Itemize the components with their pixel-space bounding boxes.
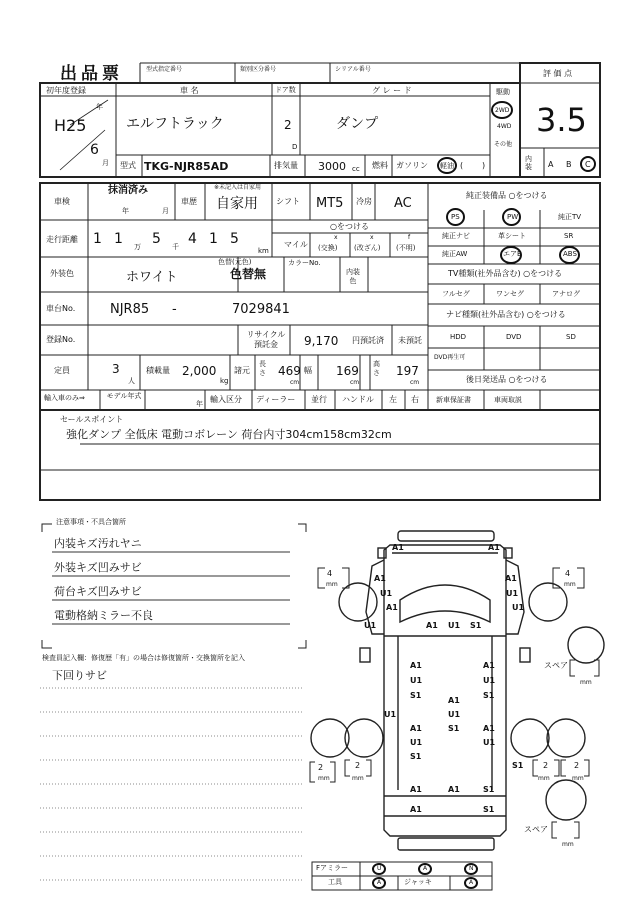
damage-mark: U1	[410, 738, 423, 747]
damage-mark: A1	[410, 785, 422, 794]
capacity-label: 定員	[54, 366, 70, 375]
damage-mark: A1	[426, 621, 438, 630]
drive-4wd: 4WD	[497, 123, 512, 130]
damage-mark: A1	[448, 696, 460, 705]
ac-value: AC	[394, 196, 412, 211]
note-item: 外装キズ凹みサビ	[54, 561, 142, 574]
load-value: 2,000	[182, 364, 217, 378]
damage-mark: A1	[448, 785, 460, 794]
import-class-label: 輸入区分	[210, 395, 242, 404]
damage-mark: A1	[410, 661, 422, 670]
model-year-label: モデル年式	[106, 392, 142, 400]
history-note: ※未記入は自家用	[214, 184, 262, 191]
doors-value: 2	[284, 118, 292, 132]
damage-mark: U1	[506, 589, 519, 598]
damage-mark: U1	[448, 621, 461, 630]
height-value: 197	[396, 364, 419, 378]
navi-sd: SD	[566, 333, 576, 341]
handle-label: ハンドル	[342, 395, 374, 404]
length-value: 469	[278, 364, 301, 378]
exchange-label: (交換)	[318, 244, 338, 252]
dims-label: 諸元	[234, 366, 250, 375]
jack-label: ジャッキ	[404, 878, 432, 886]
sales-point-label: セールスポイント	[60, 415, 124, 424]
damage-mark: S1	[483, 805, 495, 814]
tv-fullseg: フルセグ	[442, 290, 470, 298]
damage-mark: S1	[410, 752, 422, 761]
tire-fl-depth: 4	[327, 569, 333, 578]
damage-mark: U1	[384, 710, 397, 719]
evaluation-score: 3.5	[536, 101, 587, 139]
tv-type-title: TV種類(社外品含む) ○をつける	[448, 269, 563, 278]
import-label: 輸入車のみ⇒	[44, 394, 85, 402]
equip-pw-circle-icon	[502, 208, 521, 226]
equip-abs-circle-icon	[559, 246, 580, 264]
inspector-label: 検査員記入欄：修復歴「有」の場合は修復箇所・交換箇所を記入	[42, 654, 245, 662]
handle-right: 右	[411, 395, 419, 404]
width-cm: cm	[350, 379, 360, 386]
model-year-unit: 年	[196, 400, 203, 408]
width-value: 169	[336, 364, 359, 378]
tire-fr-mm: mm	[564, 581, 576, 588]
tire-rr-depth: 2	[543, 761, 549, 770]
chassis-number: 7029841	[232, 302, 290, 317]
equipment-title: 純正装備品 ○をつける	[466, 191, 548, 200]
model-value: TKG-NJR85AD	[144, 160, 229, 173]
chassis-dash: -	[172, 302, 177, 317]
mileage-label: 走行距離	[46, 235, 78, 244]
grade-value: ダンプ	[336, 116, 379, 132]
tamper-label: (改ざん)	[354, 244, 381, 252]
displacement-value: 3000	[318, 160, 346, 173]
damage-mark: S1	[410, 691, 422, 700]
kg-unit: kg	[220, 377, 229, 385]
spare-label-top: スペア	[544, 661, 568, 670]
car-name-label: 車 名	[180, 86, 199, 95]
damage-mark: A1	[488, 543, 500, 552]
damage-mark: S1	[512, 761, 524, 770]
mileage-digit-1: 1	[93, 231, 102, 247]
interior-color-label: 内装色	[346, 268, 360, 285]
color-value: ホワイト	[126, 270, 178, 285]
paren-open: (	[460, 161, 464, 170]
interior-c: C	[585, 160, 591, 169]
sales-point-text: 強化ダンプ 全低床 電動コボレーン 荷台内寸304cm158cm32cm	[66, 428, 392, 441]
damage-mark: U1	[448, 710, 461, 719]
mileage-digit-5: 1	[209, 231, 218, 247]
drive-other: その他	[494, 141, 513, 148]
damage-mark: U1	[512, 603, 525, 612]
mileage-digit-6: 5	[230, 231, 239, 247]
later-title: 後日発送品 ○をつける	[466, 375, 548, 384]
damage-mark: A1	[392, 543, 404, 552]
spare-bottom-mm: mm	[562, 841, 574, 848]
drive-2wd: 2WD	[495, 107, 510, 114]
fuel-diesel-circle-icon	[437, 157, 457, 174]
chassis-prefix: NJR85	[110, 302, 150, 317]
tools-label: 工具	[328, 878, 342, 886]
damage-mark: U1	[380, 589, 393, 598]
drive-2wd-circle-icon	[491, 101, 513, 119]
doors-unit: D	[292, 143, 298, 151]
grade-label: グ レ ー ド	[372, 86, 412, 95]
height-cm: cm	[410, 379, 420, 386]
tire-rl2-depth: 2	[355, 761, 361, 770]
first-reg-year: H25	[54, 116, 87, 135]
damage-mark: U1	[483, 738, 496, 747]
width-label: 幅	[304, 366, 312, 375]
inspection-value: 抹消済み	[108, 185, 148, 196]
navi-hdd: HDD	[450, 333, 467, 341]
handle-left: 左	[389, 395, 397, 404]
reg-no-label: 登録No.	[46, 335, 76, 344]
damage-mark: U1	[483, 676, 496, 685]
fuel-diesel: 軽油	[440, 162, 454, 170]
repaint-label: 色替(元色)	[218, 258, 252, 266]
mileage-digit-2: 1	[114, 231, 123, 247]
unknown-label: (不明)	[396, 244, 416, 252]
interior-a: A	[548, 160, 554, 169]
notes-label: 注意事項・不具合箇所	[56, 518, 126, 526]
displacement-label: 排気量	[274, 161, 298, 170]
damage-mark: S1	[483, 785, 495, 794]
navi-dvd: DVD	[506, 333, 522, 341]
equip-airbag: エアB	[503, 250, 522, 258]
interior-b: B	[566, 160, 572, 169]
year-unit: 年	[96, 103, 103, 111]
note-item: 内装キズ汚れヤニ	[54, 537, 142, 550]
tools-mark: A	[377, 879, 382, 886]
note-item: 電動格納ミラー不良	[54, 609, 153, 622]
man-unit: 万	[134, 243, 141, 251]
interior-c-circle-icon	[580, 156, 596, 172]
tire-fr-depth: 4	[565, 569, 571, 578]
doors-label: ドア数	[275, 86, 296, 94]
tire-rr2-mm: mm	[572, 775, 584, 782]
damage-mark: S1	[470, 621, 482, 630]
fuel-gasoline: ガソリン	[396, 161, 428, 170]
mark-f: f	[408, 234, 411, 241]
equip-airbag-circle-icon	[500, 246, 522, 264]
shift-value: MT5	[316, 196, 344, 211]
tv-analog: アナログ	[552, 290, 580, 298]
circle-note: ○をつける	[330, 222, 369, 231]
interior-label: 内装	[525, 155, 532, 171]
mirror-label: Fアミラー	[316, 864, 349, 872]
note-item: 荷台キズ凹みサビ	[54, 585, 142, 598]
recycle-unpaid: 未預託	[398, 336, 422, 345]
mirror-a: A	[423, 865, 428, 872]
later-manual: 車両取説	[494, 396, 522, 404]
damage-mark: S1	[483, 691, 495, 700]
color-label: 外装色	[50, 269, 74, 278]
spare-label-bottom: スペア	[524, 825, 548, 834]
damage-mark: S1	[448, 724, 460, 733]
damage-mark: U1	[410, 676, 423, 685]
history-label: 車歴	[181, 197, 197, 206]
capacity-unit: 人	[128, 377, 135, 385]
cc-unit: cc	[352, 165, 360, 173]
tire-fl-mm: mm	[326, 581, 338, 588]
equip-leather: 革シート	[498, 232, 526, 240]
recycle-paid: 円預託済	[352, 336, 384, 345]
height-label: 高さ	[373, 360, 380, 377]
damage-mark: A1	[410, 805, 422, 814]
equip-ps-circle-icon	[446, 208, 465, 226]
tire-rr2-depth: 2	[574, 761, 580, 770]
mile-label: マイル	[284, 240, 308, 249]
damage-mark: A1	[374, 574, 386, 583]
inspector-text: 下回りサビ	[52, 669, 107, 682]
mirror-n: N	[469, 865, 474, 872]
sen-unit: 千	[172, 243, 179, 251]
damage-mark: A1	[483, 724, 495, 733]
mark-x1: x	[334, 234, 338, 241]
damage-mark: A1	[483, 661, 495, 670]
recycle-amount: 9,170	[304, 334, 339, 348]
navi-dvd-play: DVD再生可	[434, 354, 466, 361]
inspection-month-unit: 月	[162, 207, 169, 215]
later-warranty: 新車保証書	[436, 396, 471, 404]
damage-mark: A1	[386, 603, 398, 612]
serial-number-label: シリアル番号	[335, 66, 371, 73]
damage-mark: A1	[410, 724, 422, 733]
model-cert-label: 型式指定番号	[146, 66, 183, 73]
equip-navi: 純正ナビ	[442, 232, 470, 240]
history-value: 自家用	[216, 196, 258, 212]
first-reg-label: 初年度登録	[46, 86, 86, 95]
tire-rl-mm: mm	[318, 775, 330, 782]
equip-abs: ABS	[563, 250, 577, 258]
mileage-digit-4: 4	[188, 231, 197, 247]
capacity-value: 3	[112, 362, 120, 376]
car-name: エルフトラック	[126, 116, 224, 132]
spare-top-mm: mm	[580, 679, 592, 686]
model-label: 型式	[120, 161, 136, 170]
damage-mark: A1	[505, 574, 517, 583]
form-title: 出品票	[60, 64, 123, 84]
tire-rr-mm: mm	[538, 775, 550, 782]
navi-type-title: ナビ種類(社外品含む) ○をつける	[446, 310, 566, 319]
fuel-label: 燃料	[372, 161, 388, 170]
inspection-year-unit: 年	[122, 207, 129, 215]
tire-rl-depth: 2	[318, 763, 324, 772]
chassis-label: 車台No.	[46, 304, 76, 313]
evaluation-label: 評 価 点	[543, 69, 573, 78]
repaint-value: 色替無	[230, 267, 267, 281]
mirror-u: U	[377, 865, 382, 872]
load-label: 積載量	[146, 366, 170, 375]
mileage-digit-3: 5	[152, 231, 161, 247]
color-no-label: カラーNo.	[288, 259, 321, 267]
tv-oneseg: ワンセグ	[496, 290, 524, 298]
equip-ps: PS	[451, 213, 460, 221]
inspection-label: 車検	[54, 197, 70, 206]
damage-mark: U1	[364, 621, 377, 630]
month-unit: 月	[102, 159, 109, 167]
tire-rl2-mm: mm	[352, 775, 364, 782]
ac-label: 冷房	[356, 197, 372, 206]
paren-close: )	[482, 161, 486, 170]
equip-pw: PW	[507, 213, 519, 221]
shift-label: シフト	[276, 197, 300, 206]
equip-aw: 純正AW	[442, 250, 468, 258]
drive-label: 駆動	[496, 88, 510, 96]
recycle-label: リサイクル預託金	[246, 330, 286, 349]
import-parallel: 並行	[311, 395, 327, 404]
length-cm: cm	[290, 379, 300, 386]
equip-sr: SR	[564, 232, 574, 240]
class-number-label: 類別区分番号	[240, 66, 277, 73]
first-reg-month: 6	[90, 142, 99, 158]
mark-x2: x	[370, 234, 374, 241]
km-unit: km	[258, 247, 269, 255]
equip-tv: 純正TV	[558, 213, 582, 221]
import-dealer: ディーラー	[256, 395, 296, 404]
length-label: 長さ	[259, 360, 266, 377]
jack-mark: A	[469, 879, 474, 886]
